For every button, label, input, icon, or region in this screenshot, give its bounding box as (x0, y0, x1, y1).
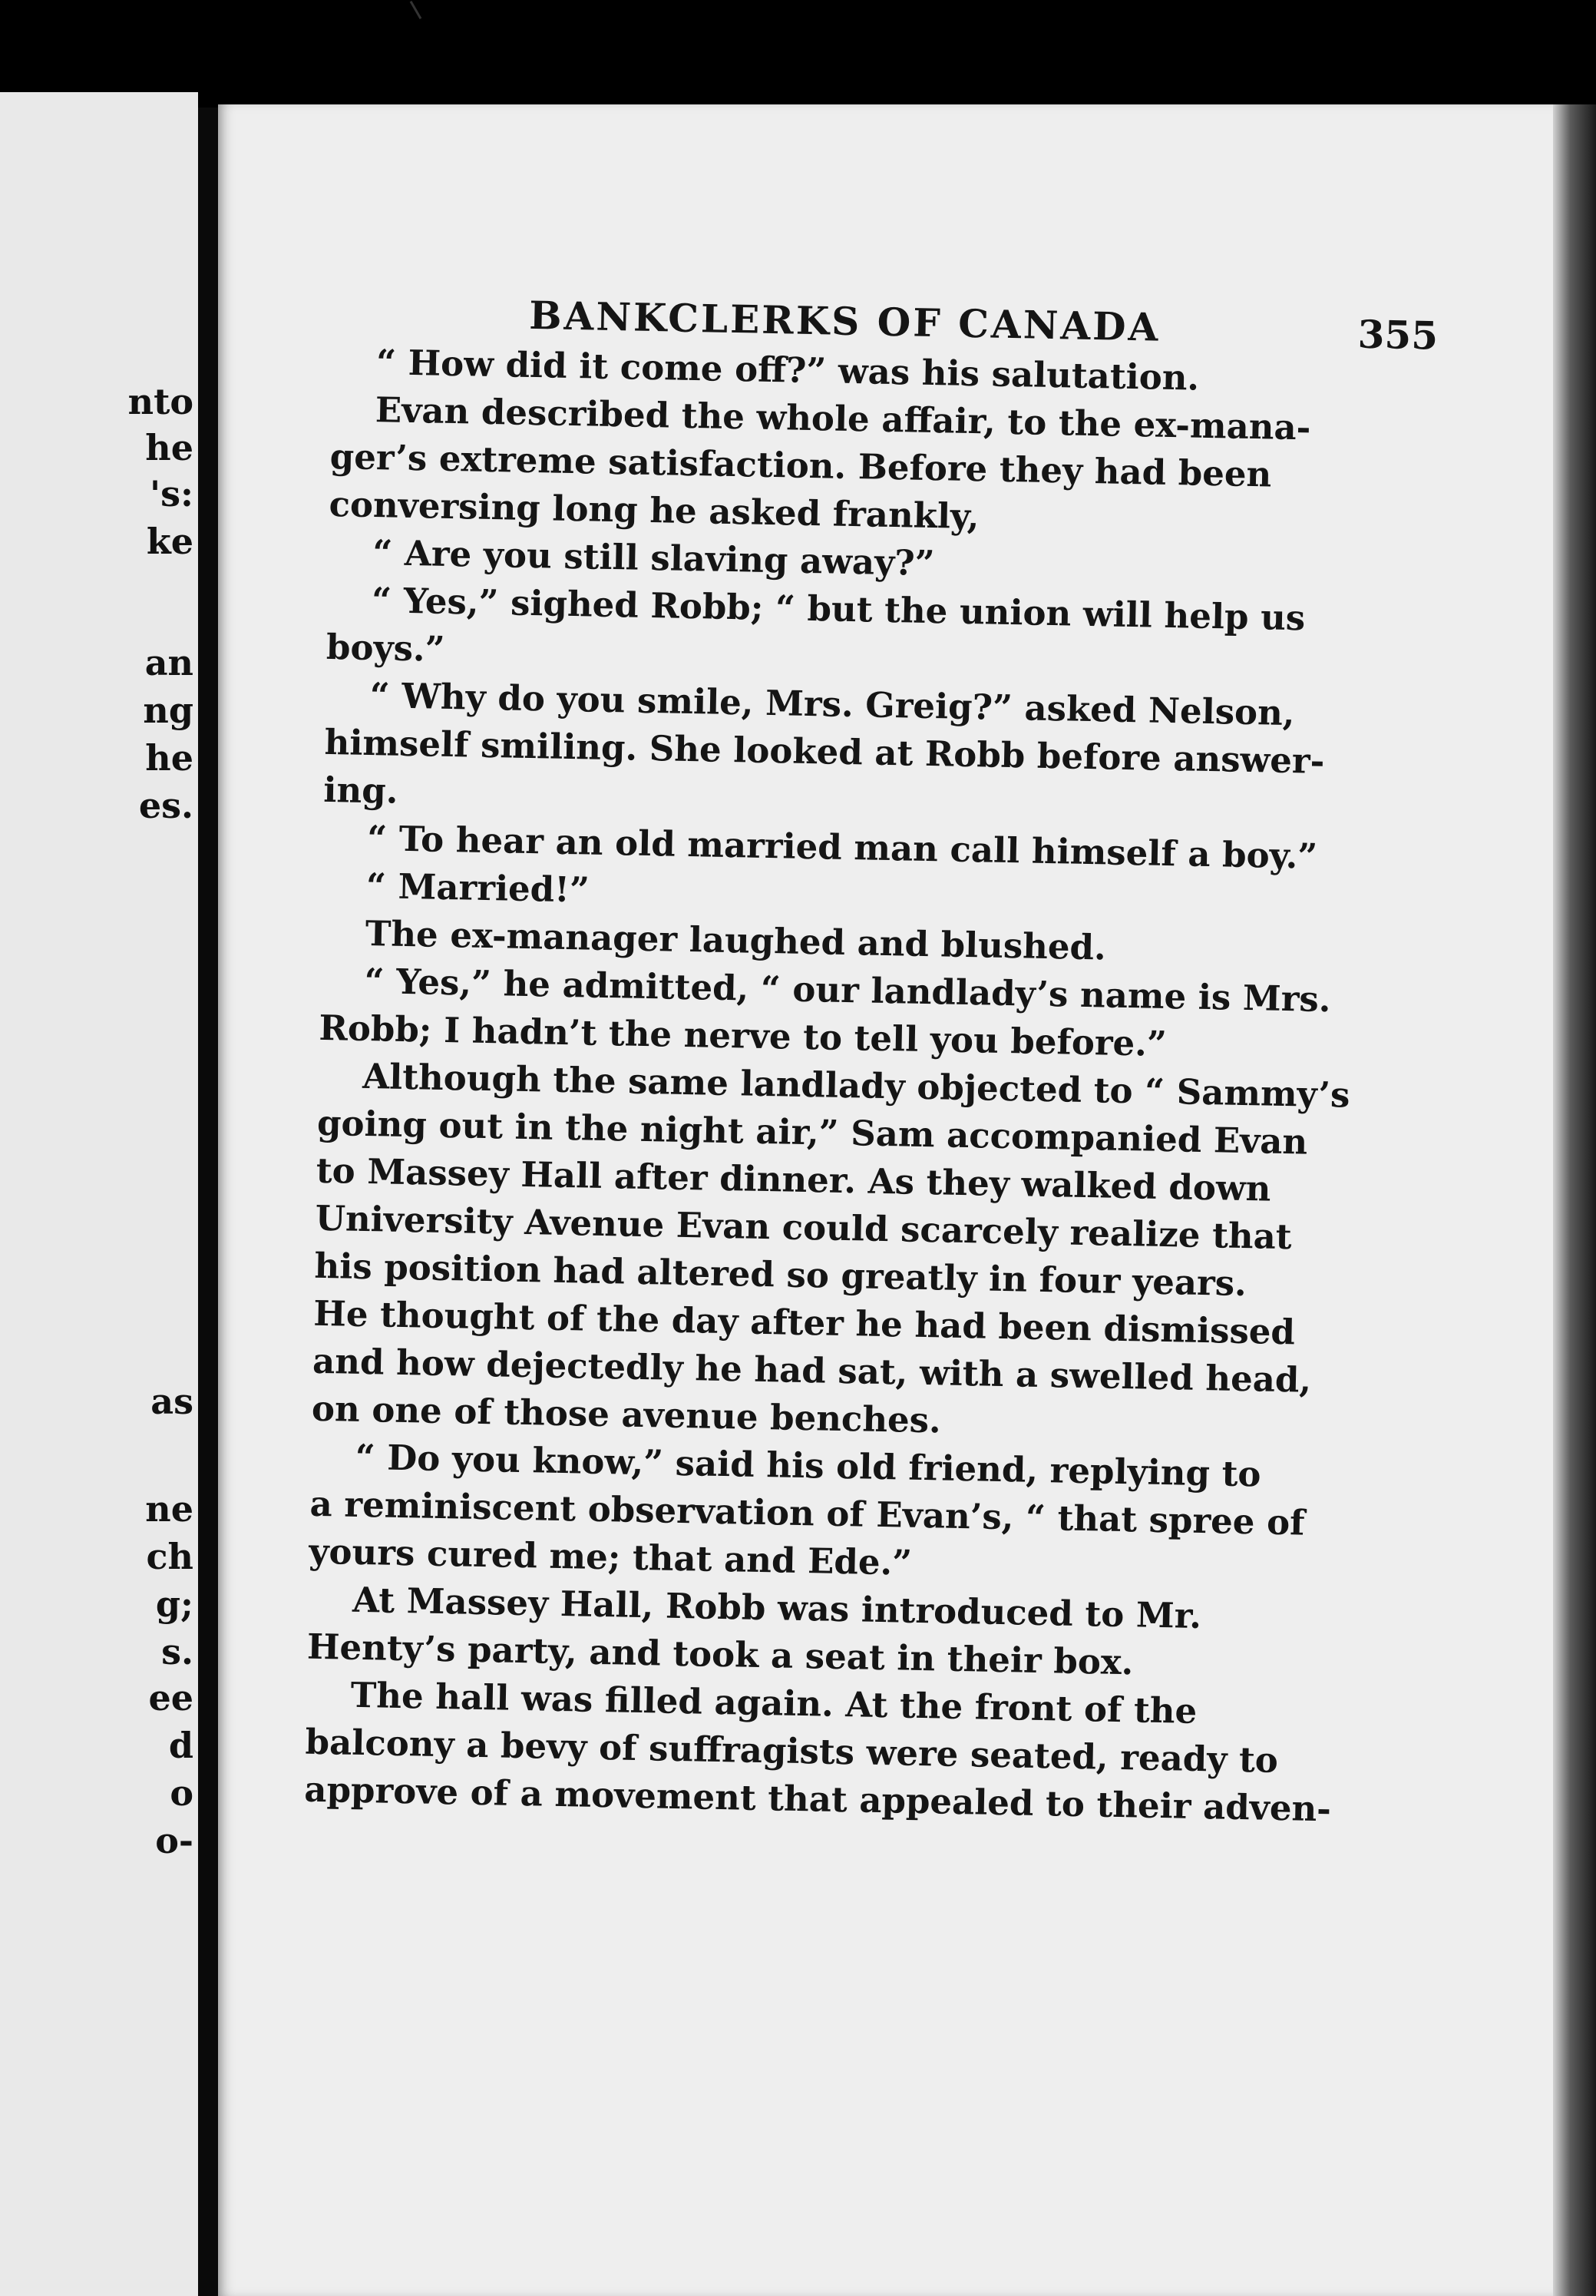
facing-page-line: g; (155, 1583, 193, 1625)
scan-dust-mark (410, 1, 422, 19)
facing-page-line: d (168, 1725, 193, 1766)
text-line: boys.” (325, 626, 446, 670)
text-line: ger’s extreme satisfaction. Before they had been (329, 435, 1272, 495)
text-line: “ Are you still slaving away?” (372, 532, 936, 584)
text-line: Evan described the whole affair, to the ex-mana- (375, 389, 1311, 448)
text-line: “ Do you know,” said his old friend, replying to (355, 1436, 1261, 1495)
text-line: Although the same landlady objected to “ Sammy’s (362, 1055, 1350, 1116)
text-line: on one of those avenue benches. (311, 1388, 942, 1441)
text-line: a reminiscent observation of Evan’s, “ that spree of (309, 1483, 1306, 1543)
text-line: conversing long he asked frankly, (329, 483, 980, 538)
text-line: “ Married!” (365, 865, 590, 911)
text-line: The hall was filled again. At the front of the (350, 1674, 1198, 1732)
facing-page-line: ke (146, 521, 193, 562)
facing-page-line: an (144, 642, 193, 683)
facing-page-line: es. (138, 785, 193, 826)
facing-page-line: ee (148, 1677, 193, 1719)
text-line: and how dejectedly he had sat, with a swelled head, (312, 1340, 1312, 1401)
text-line: “ To hear an old married man call himself a boy.” (366, 817, 1318, 877)
facing-page-line: o- (155, 1820, 193, 1861)
text-line: ing. (322, 769, 398, 812)
book-page (218, 104, 1596, 2296)
text-line: University Avenue Evan could scarcely realize that (315, 1197, 1293, 1258)
running-title: BANKCLERKS OF CANADA (528, 292, 1161, 350)
facing-page-line: ne (145, 1488, 193, 1530)
facing-page-line: ch (146, 1536, 193, 1577)
text-line: At Massey Hall, Robb was introduced to Mr. (352, 1579, 1202, 1637)
text-line: He thought of the day after he had been dismissed (312, 1292, 1296, 1353)
text-line: going out in the night air,” Sam accompanied Evan (316, 1102, 1308, 1163)
facing-page-line: he (145, 737, 193, 779)
text-line: Robb; I hadn’t the nerve to tell you before.” (319, 1007, 1168, 1065)
facing-page-line: s. (161, 1631, 193, 1672)
facing-page-line: he (145, 427, 193, 468)
text-line: The ex-manager laughed and blushed. (365, 912, 1107, 968)
text-line: balcony a bevy of suffragists were seated, ready to (305, 1721, 1279, 1781)
facing-page-fragment (0, 92, 198, 2296)
facing-page-line: 's: (150, 473, 193, 514)
text-line: yours cured me; that and Ede.” (308, 1530, 913, 1583)
facing-page-line: nto (127, 381, 193, 422)
book-gutter (198, 108, 218, 2296)
page-number: 355 (1357, 311, 1439, 359)
text-line: “ How did it come off?” was his salutation. (375, 342, 1200, 399)
text-line: “ Yes,” he admitted, “ our landlady’s name is Mrs. (364, 960, 1331, 1021)
text-line: “ Yes,” sighed Robb; “ but the union will help us (371, 580, 1306, 639)
facing-page-line: ng (143, 690, 193, 731)
page-text-block (299, 289, 1439, 2114)
page-edge-shadow (1553, 104, 1596, 2296)
text-line: approve of a movement that appealed to their adven- (303, 1768, 1332, 1830)
text-line: himself smiling. She looked at Robb before answer- (324, 721, 1325, 782)
text-line: Henty’s party, and took a seat in their box. (306, 1626, 1134, 1683)
text-line: to Massey Hall after dinner. As they walked down (316, 1150, 1271, 1209)
facing-page-line: as (150, 1381, 193, 1422)
text-line: his position had altered so greatly in four years. (314, 1245, 1247, 1305)
facing-page-line: o (170, 1772, 193, 1814)
text-line: “ Why do you smile, Mrs. Greig?” asked Nelson, (369, 675, 1296, 734)
